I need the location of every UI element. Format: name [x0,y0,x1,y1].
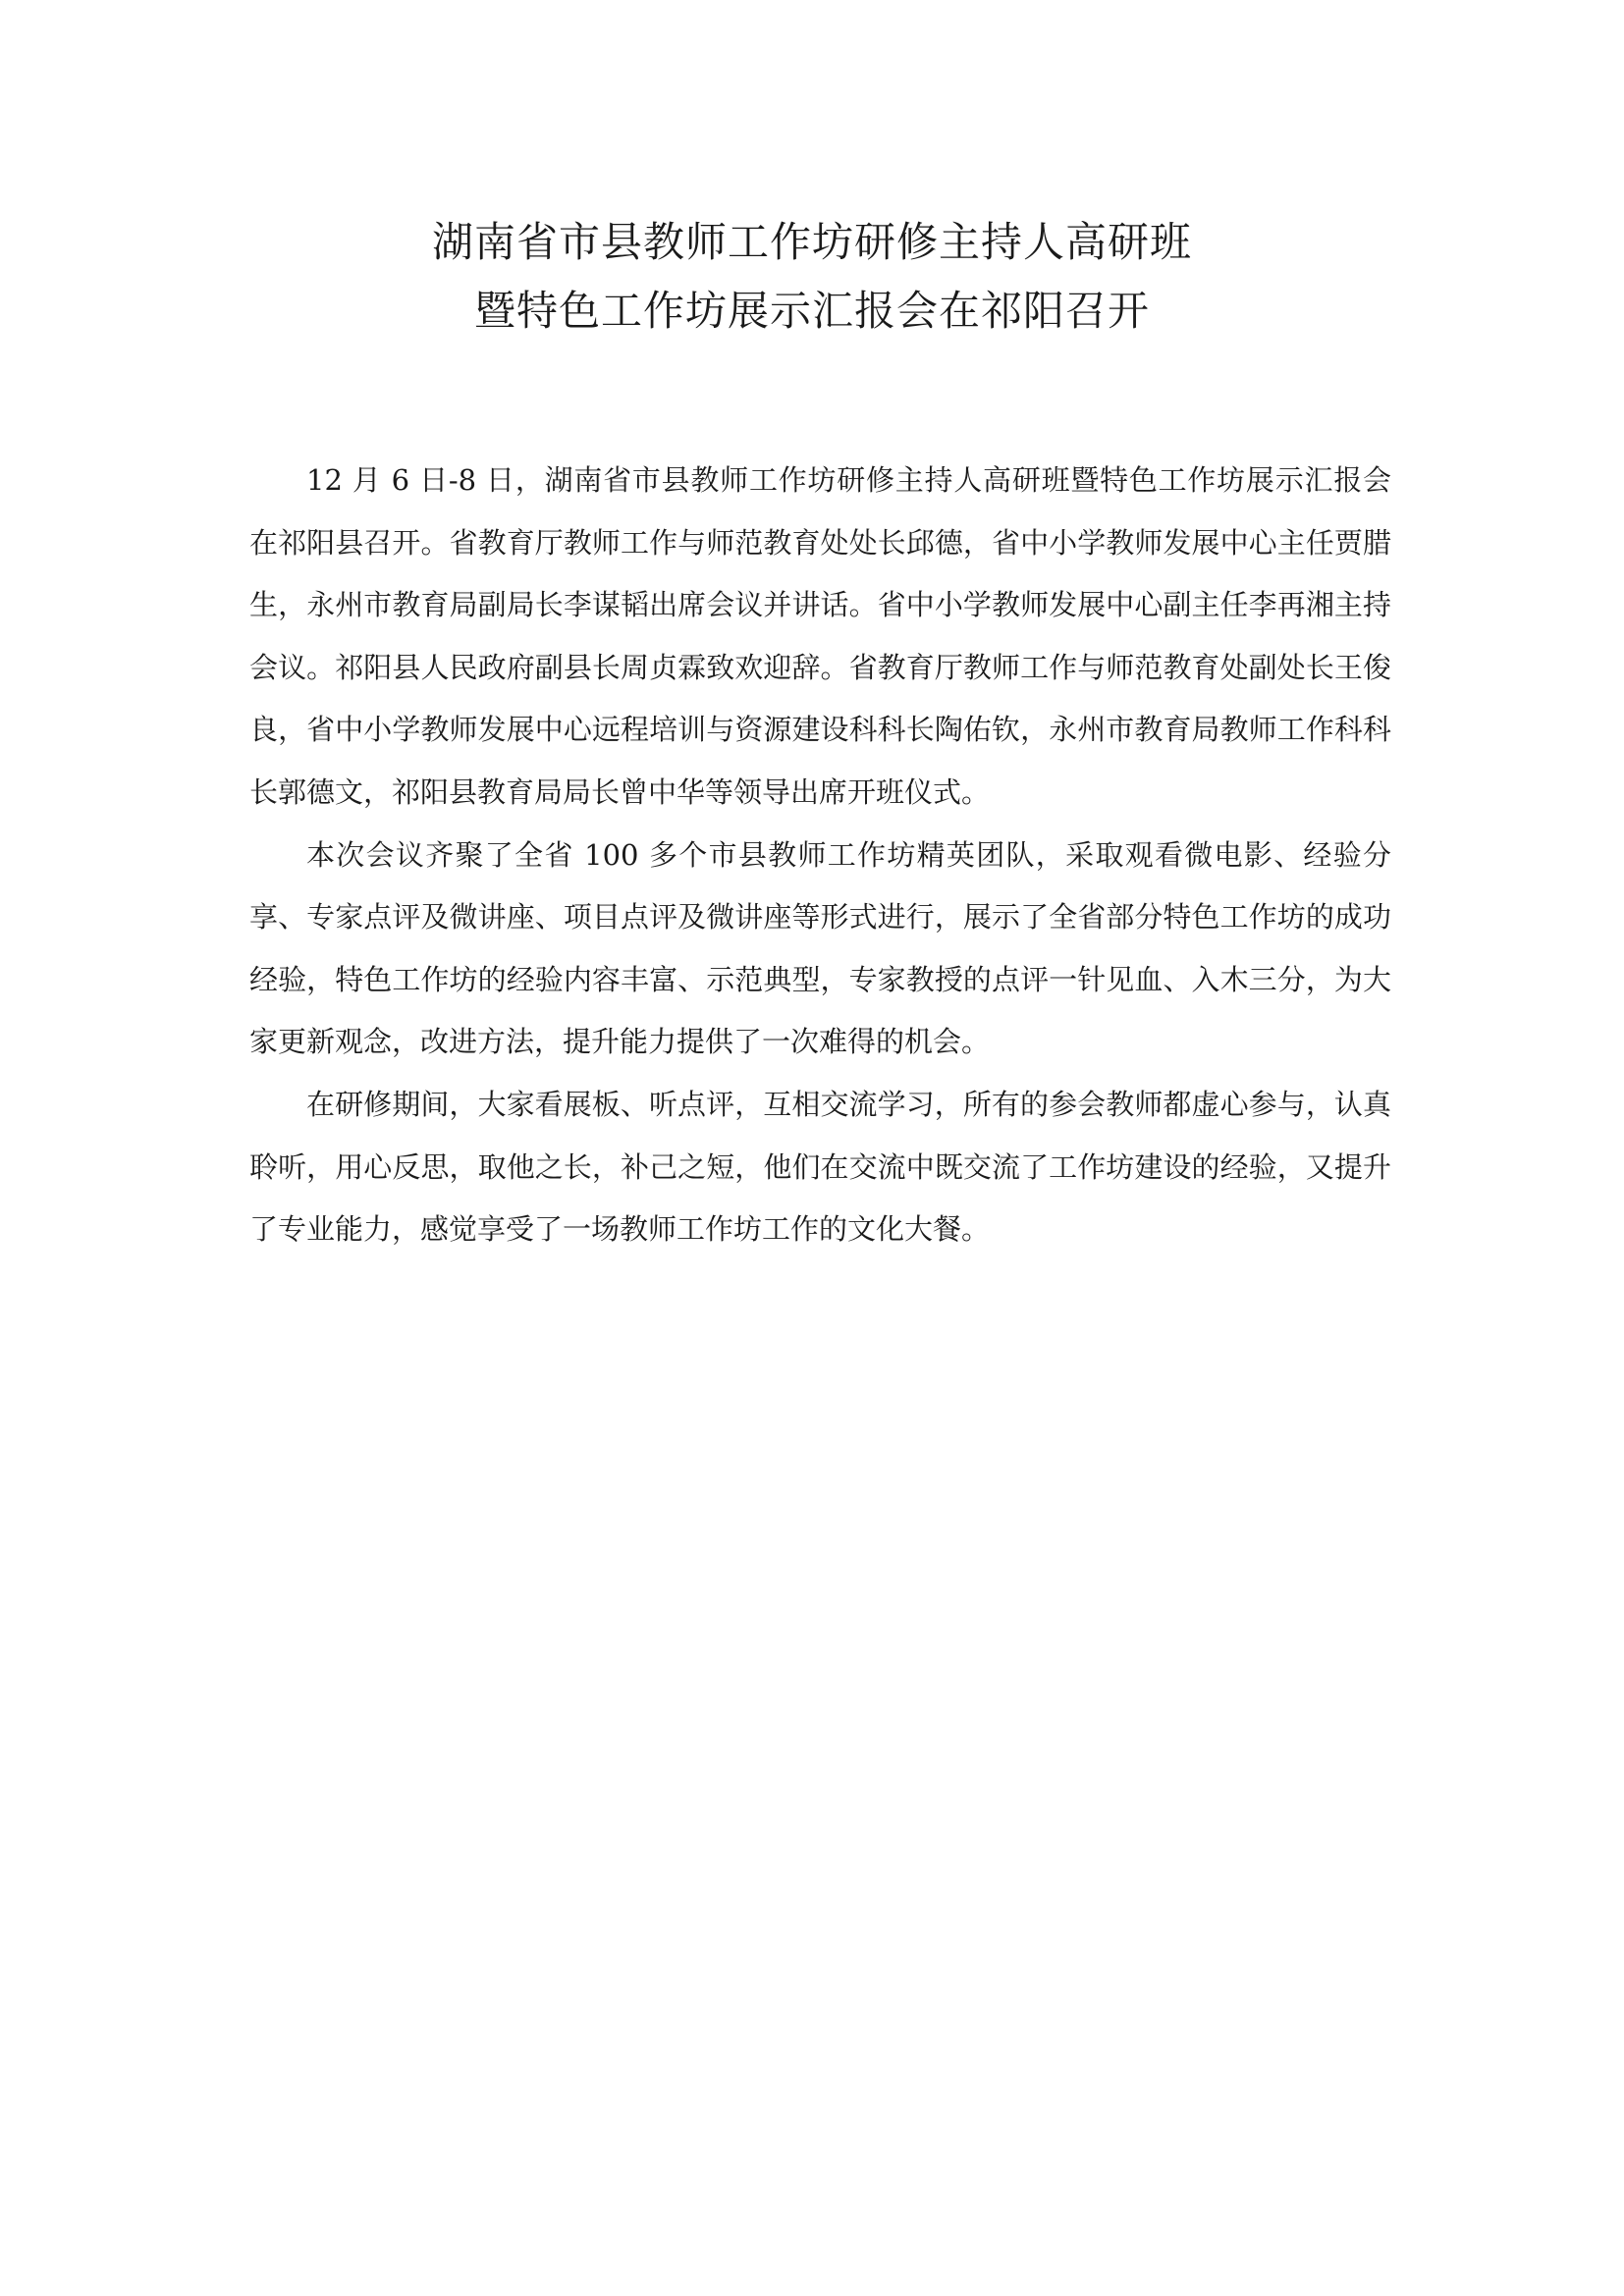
paragraph-3: 在研修期间，大家看展板、听点评，互相交流学习，所有的参会教师都虚心参与，认真聆听，用心反思，取他之长，补己之短，他们在交流中既交流了工作坊建设的经验，又提升了专业能力，感觉享受了一场教师工作坊工作的文化大餐。 [249,1087,1391,1247]
paragraph-2: 本次会议齐聚了全省 100 多个市县教师工作坊精英团队，采取观看微电影、经验分享、专家点评及微讲座、项目点评及微讲座等形式进行，展示了全省部分特色工作坊的成功经验，特色工作坊的经验内容丰富、示范典型，专家教授的点评一针见血、入木三分，为大家更新观念，改进方法，提升能力提供了一次难得的机会。 [249,837,1391,1059]
title-line-2: 暨特色工作坊展示汇报会在祁阳召开 [473,287,1150,335]
title-line-1: 湖南省市县教师工作坊研修主持人高研班 [431,218,1192,266]
document-title [0,208,1624,346]
document-body [249,450,1391,1261]
paragraph-1: 12 月 6 日-8 日，湖南省市县教师工作坊研修主持人高研班暨特色工作坊展示汇报会在祁阳县召开。省教育厅教师工作与师范教育处处长邱德，省中小学教师发展中心主任贾腊生，永州市教育局副局长李谋韬出席会议并讲话。省中小学教师发展中心副主任李再湘主持会议。祁阳县人民政府副县长周贞霖致欢迎辞。省教育厅教师工作与师范教育处副处长王俊良，省中小学教师发展中心远程培训与资源建设科科长陶佑钦，永州市教育局教师工作科科长郭德文，祁阳县教育局局长曾中华等领导出席开班仪式。 [249,463,1391,809]
